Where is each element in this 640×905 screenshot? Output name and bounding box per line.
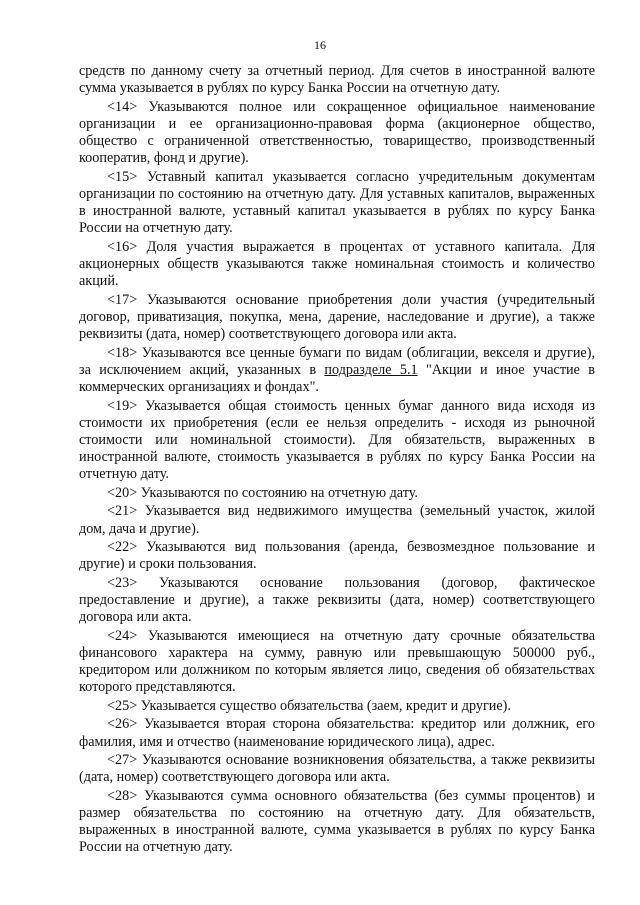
footnote-27: <27> Указываются основание возникновения обязательства, а также реквизиты (дата, номер) соответствующего договора или акта. <box>79 752 595 786</box>
footnote-14: <14> Указываются полное или сокращенное официальное наименование организации и ее организационно-правовая форма (акционерное общество, общество с ограниченной ответственностью, товарищество, производственный кооператив, фонд и другие). <box>79 98 595 167</box>
footnote-26: <26> Указывается вторая сторона обязательства: кредитор или должник, его фамилия, имя и отчество (наименование юридического лица), адрес. <box>79 716 595 750</box>
footnote-28: <28> Указываются сумма основного обязательства (без суммы процентов) и размер обязательства по состоянию на отчетную дату. Для обязательств, выраженных в иностранной валюте, сумма указывается в рублях по курсу Банка России на отчетную дату. <box>79 787 595 856</box>
footnote-17: <17> Указываются основание приобретения доли участия (учредительный договор, приватизация, покупка, мена, дарение, наследование и другие), а также реквизиты (дата, номер) соответствующего договора или акта. <box>79 291 595 343</box>
footnote-22: <22> Указываются вид пользования (аренда, безвозмездное пользование и другие) и сроки пользования. <box>79 539 595 573</box>
footnote-23: <23> Указываются основание пользования (договор, фактическое предоставление и другие), а также реквизиты (дата, номер) соответствующего договора или акта. <box>79 574 595 626</box>
footnote-18 <box>79 345 595 397</box>
footnote-15: <15> Уставный капитал указывается согласно учредительным документам организации по состоянию на отчетную дату. Для уставных капиталов, выраженных в иностранной валюте, уставный капитал указывается в рублях по курсу Банка России на отчетную дату. <box>79 168 595 237</box>
footnote-24: <24> Указываются имеющиеся на отчетную дату срочные обязательства финансового характера на сумму, равную или превышающую 500000 руб., кредитором или должником по которым является лицо, сведения об обязательствах которого представляются. <box>79 627 595 696</box>
subsection-5-1-link[interactable]: подразделе 5.1 <box>324 361 418 378</box>
footnote-18-text-before: <18> Указываются все ценные бумаги по видам (облигации, векселя и другие), за исключением акций, указанных в <box>79 344 595 378</box>
footnote-20: <20> Указываются по состоянию на отчетную дату. <box>107 484 418 501</box>
footnote-16: <16> Доля участия выражается в процентах от уставного капитала. Для акционерных обществ указываются также номинальная стоимость и количество акций. <box>79 238 595 290</box>
footnote-19: <19> Указывается общая стоимость ценных бумаг данного вида исходя из стоимости их приобретения (если ее нельзя определить - исходя из рыночной стоимости или номинальной стоимости). Для обязательств, выраженных в иностранной валюте, стоимость указывается в рублях по курсу Банка России на отчетную дату. <box>79 397 595 483</box>
footnote-25: <25> Указывается существо обязательства (заем, кредит и другие). <box>107 697 511 714</box>
footnote-21: <21> Указывается вид недвижимого имущества (земельный участок, жилой дом, дача и другие). <box>79 503 595 537</box>
footnote-18-text-after: "Акции и иное участие в коммерческих организациях и фондах". <box>79 361 595 396</box>
document-body <box>79 63 595 858</box>
page-number: 16 <box>314 38 326 52</box>
paragraph-continuation: средств по данному счету за отчетный период. Для счетов в иностранной валюте сумма указывается в рублях по курсу Банка России на отчетную дату. <box>79 63 595 97</box>
